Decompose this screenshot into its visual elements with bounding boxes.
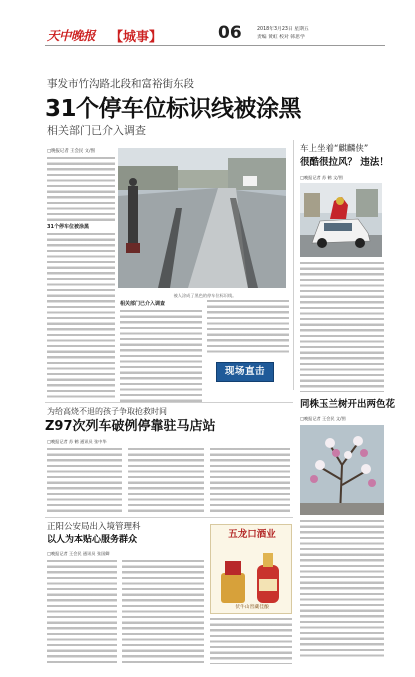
masthead-section: 【城事】 — [110, 30, 163, 45]
editors-line: 责编 黄虹 校对 韩思学 — [257, 35, 305, 40]
main-story-headline: 31个停车位标识线被涂黑 — [45, 96, 302, 122]
liquor-advertisement — [210, 524, 292, 614]
main-story-subtitle-2: 相关部门已介入调查 — [120, 301, 166, 307]
ad-footnote — [210, 618, 292, 664]
magnolia-photo-illustration — [300, 425, 384, 515]
flower-story-photo — [300, 425, 384, 515]
flower-story-headline: 同株玉兰树开出两色花 — [300, 399, 396, 410]
masthead-rule — [45, 45, 385, 46]
page-number: 06 — [218, 23, 242, 43]
side-story-body — [300, 262, 384, 392]
main-story-subhead: 相关部门已介入调查 — [47, 124, 146, 137]
flower-story-byline: □晚报记者 王会民 文/图 — [300, 416, 346, 421]
main-story-body-col3 — [207, 300, 289, 356]
main-story-byline: □晚报记者 王会民 文/图 — [47, 149, 95, 154]
side-story-photo — [300, 183, 382, 257]
right-column-divider — [293, 140, 294, 390]
main-story-photo-caption: 被人涂成了黑色的停车位标识线。 — [173, 293, 237, 298]
side-story-headline-2: 很酷很拉风？ 违法！ — [300, 157, 389, 168]
bus-story-body-col1 — [47, 448, 122, 512]
bus-story-headline: Z97次列车破例停靠驻马店站 — [45, 419, 216, 434]
liquor-bottle-illustration — [211, 543, 292, 607]
main-story-subtitle-1: 31个停车位被涂黑 — [47, 224, 89, 230]
street-photo-illustration — [118, 148, 286, 288]
car-photo-illustration — [300, 183, 382, 257]
side-story-byline: □晚报记者 苏 鹤 文/图 — [300, 175, 343, 180]
section-divider-2 — [45, 517, 293, 518]
police-story-byline: □晚报记者 王会民 通讯员 张国卿 — [47, 551, 110, 556]
bus-story-byline: □晚报记者 苏 鹤 通讯员 张中华 — [47, 439, 107, 444]
ad-brand: 五龙口酒业 — [228, 529, 276, 540]
flower-story-body — [300, 520, 384, 660]
main-story-body-col1b — [47, 233, 115, 401]
masthead — [0, 0, 415, 62]
bus-story-body-col3 — [210, 448, 290, 512]
side-story-headline-1: 车上坐着“麒麟侠” — [300, 144, 369, 154]
police-story-body-col1 — [47, 560, 117, 664]
police-story-headline-1: 正阳公安局出入境管理科 — [47, 522, 141, 532]
scene-report-stamp-text: 现场直击 — [224, 366, 265, 377]
main-story-photo — [118, 148, 286, 288]
police-story-body-col2 — [122, 560, 204, 664]
police-story-headline-2: 以人为本贴心服务群众 — [47, 535, 138, 545]
issue-date: 2018年3月23日 星期五 — [257, 27, 309, 32]
main-story-body-col2 — [120, 310, 202, 402]
main-story-kicker: 事发市竹沟路北段和富裕街东段 — [47, 78, 194, 90]
ad-slogan: 伏牛山窖藏佳酿 — [235, 605, 269, 610]
bus-story-body-col2 — [128, 448, 204, 512]
bus-story-kicker: 为给高烧不退的孩子争取抢救时间 — [47, 407, 167, 416]
section-divider-1 — [45, 402, 293, 403]
main-story-body-col1 — [47, 157, 115, 221]
masthead-logo: 天中晚报 — [47, 28, 96, 43]
scene-report-stamp — [216, 362, 274, 382]
